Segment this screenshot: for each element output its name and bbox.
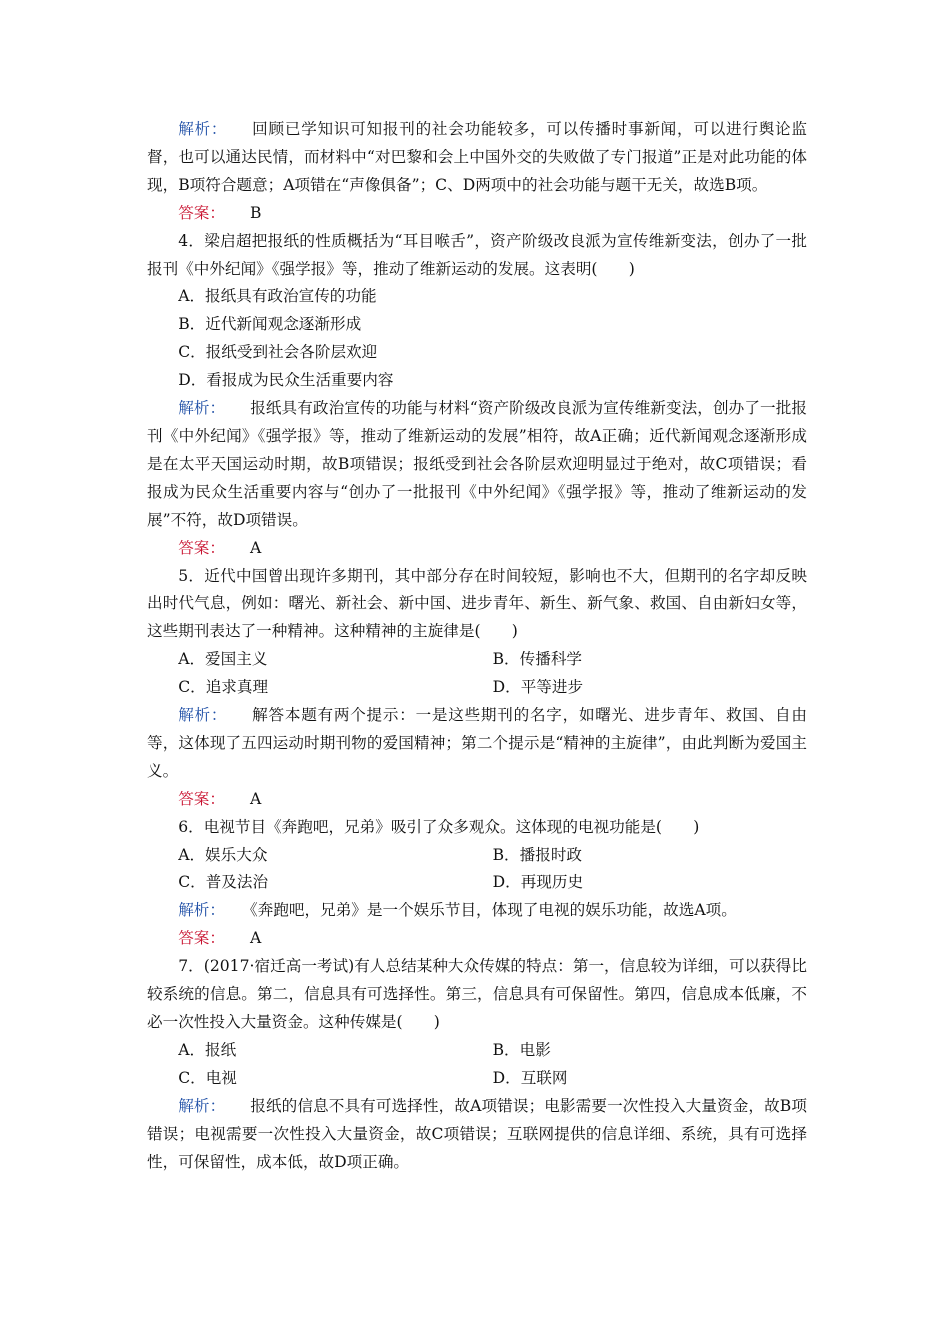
answer-option-row (147, 1065, 807, 1093)
analysis-label: 解析： (178, 706, 228, 725)
answer-line (147, 200, 807, 228)
answer-option: B．传播科学 (492, 650, 583, 669)
answer-option: B．近代新闻观念逐渐形成 (178, 315, 362, 334)
analysis-label: 解析： (178, 120, 228, 138)
analysis-text: 解答本题有两个提示：一是这些期刊的名字，如曙光、进步青年、救国、自由等，这体现了五四运动时期刊物的爱国精神；第二个提示是“精神的主旋律”，由此判断为爱国主义。 (147, 706, 807, 780)
answer-option: C．普及法治 (178, 873, 269, 892)
analysis-paragraph (147, 702, 807, 786)
analysis-label: 解析： (178, 1096, 226, 1115)
question-stem: 6．电视节目《奔跑吧，兄弟》吸引了众多观众。这体现的电视功能是( ) (178, 817, 700, 836)
answer-line (147, 535, 807, 563)
analysis-paragraph (147, 116, 807, 200)
answer-option-row (147, 842, 807, 870)
answer-value: A (249, 538, 262, 557)
answer-value: A (249, 789, 262, 808)
answer-option: D．平等进步 (492, 678, 584, 697)
question-stem: 7．(2017·宿迁高一考试)有人总结某种大众传媒的特点：第一，信息较为详细，可以获得比较系统的信息。第二，信息具有可选择性。第三，信息具有可保留性。第四，信息成本低廉，不必一次性投入大量资金。这种传媒是( ) (147, 957, 807, 1031)
answer-option: A．报纸 (178, 1040, 237, 1059)
answer-option: D．互联网 (492, 1068, 568, 1087)
answer-option: C．电视 (178, 1068, 237, 1087)
answer-option-row (147, 646, 807, 674)
answer-option: B．电影 (492, 1040, 551, 1059)
answer-value: B (249, 203, 262, 222)
answer-option-row (147, 1037, 807, 1065)
analysis-paragraph (147, 1093, 807, 1177)
answer-option: A．娱乐大众 (178, 845, 268, 864)
analysis-paragraph (147, 897, 807, 925)
answer-line (147, 925, 807, 953)
answer-option: B．播报时政 (492, 845, 583, 864)
analysis-paragraph (147, 395, 807, 535)
answer-label: 答案： (178, 789, 225, 808)
analysis-text: 报纸具有政治宣传的功能与材料“资产阶级改良派为宣传维新变法，创办了一批报刊《中外纪闻》《强学报》等，推动了维新运动的发展”相符，故A正确；近代新闻观念逐渐形成是在太平天国运动时期，故B项错误；报纸受到社会各阶层欢迎明显过于绝对，故C项错误；看报成为民众生活重要内容与“创办了一批报刊《中外纪闻》《强学报》等，推动了维新运动的发展”不符，故D项错误。 (147, 399, 807, 529)
answer-label: 答案： (178, 929, 225, 948)
answer-option: C．报纸受到社会各阶层欢迎 (178, 343, 378, 362)
answer-option: D．看报成为民众生活重要内容 (178, 371, 394, 390)
answer-line (147, 786, 807, 814)
analysis-text: 报纸的信息不具有可选择性，故A项错误；电影需要一次性投入大量资金，故B项错误；电视需要一次性投入大量资金，故C项错误；互联网提供的信息详细、系统，具有可选择性，可保留性，成本低，故D项正确。 (147, 1096, 807, 1171)
answer-option: A．报纸具有政治宣传的功能 (178, 287, 377, 306)
answer-option: A．爱国主义 (178, 650, 268, 669)
question-stem: 5．近代中国曾出现许多期刊，其中部分存在时间较短，影响也不大，但期刊的名字却反映出时代气息，例如：曙光、新社会、新中国、进步青年、新生、新气象、救国、自由新妇女等，这些期刊表达了一种精神。这种精神的主旋律是( ) (147, 566, 807, 641)
analysis-text: 《奔跑吧，兄弟》是一个娱乐节目，体现了电视的娱乐功能，故选A项。 (249, 901, 737, 920)
document-page (147, 116, 807, 1176)
analysis-text: 回顾已学知识可知报刊的社会功能较多，可以传播时事新闻，可以进行舆论监督，也可以通达民情，而材料中“对巴黎和会上中国外交的失败做了专门报道”正是对此功能的体现，B项符合题意；A项错在“声像俱备”；C、D两项中的社会功能与题干无关，故选B项。 (147, 120, 807, 194)
analysis-label: 解析： (178, 901, 225, 920)
answer-option-row (147, 869, 807, 897)
analysis-label: 解析： (178, 399, 226, 418)
answer-value: A (249, 929, 262, 948)
answer-option: C．追求真理 (178, 678, 269, 697)
answer-option: D．再现历史 (492, 873, 584, 892)
answer-label: 答案： (178, 538, 225, 557)
answer-label: 答案： (178, 203, 225, 222)
question-stem: 4．梁启超把报纸的性质概括为“耳目喉舌”，资产阶级改良派为宣传维新变法，创办了一批报刊《中外纪闻》《强学报》等，推动了维新运动的发展。这表明( ) (147, 231, 807, 278)
answer-option-row (147, 674, 807, 702)
